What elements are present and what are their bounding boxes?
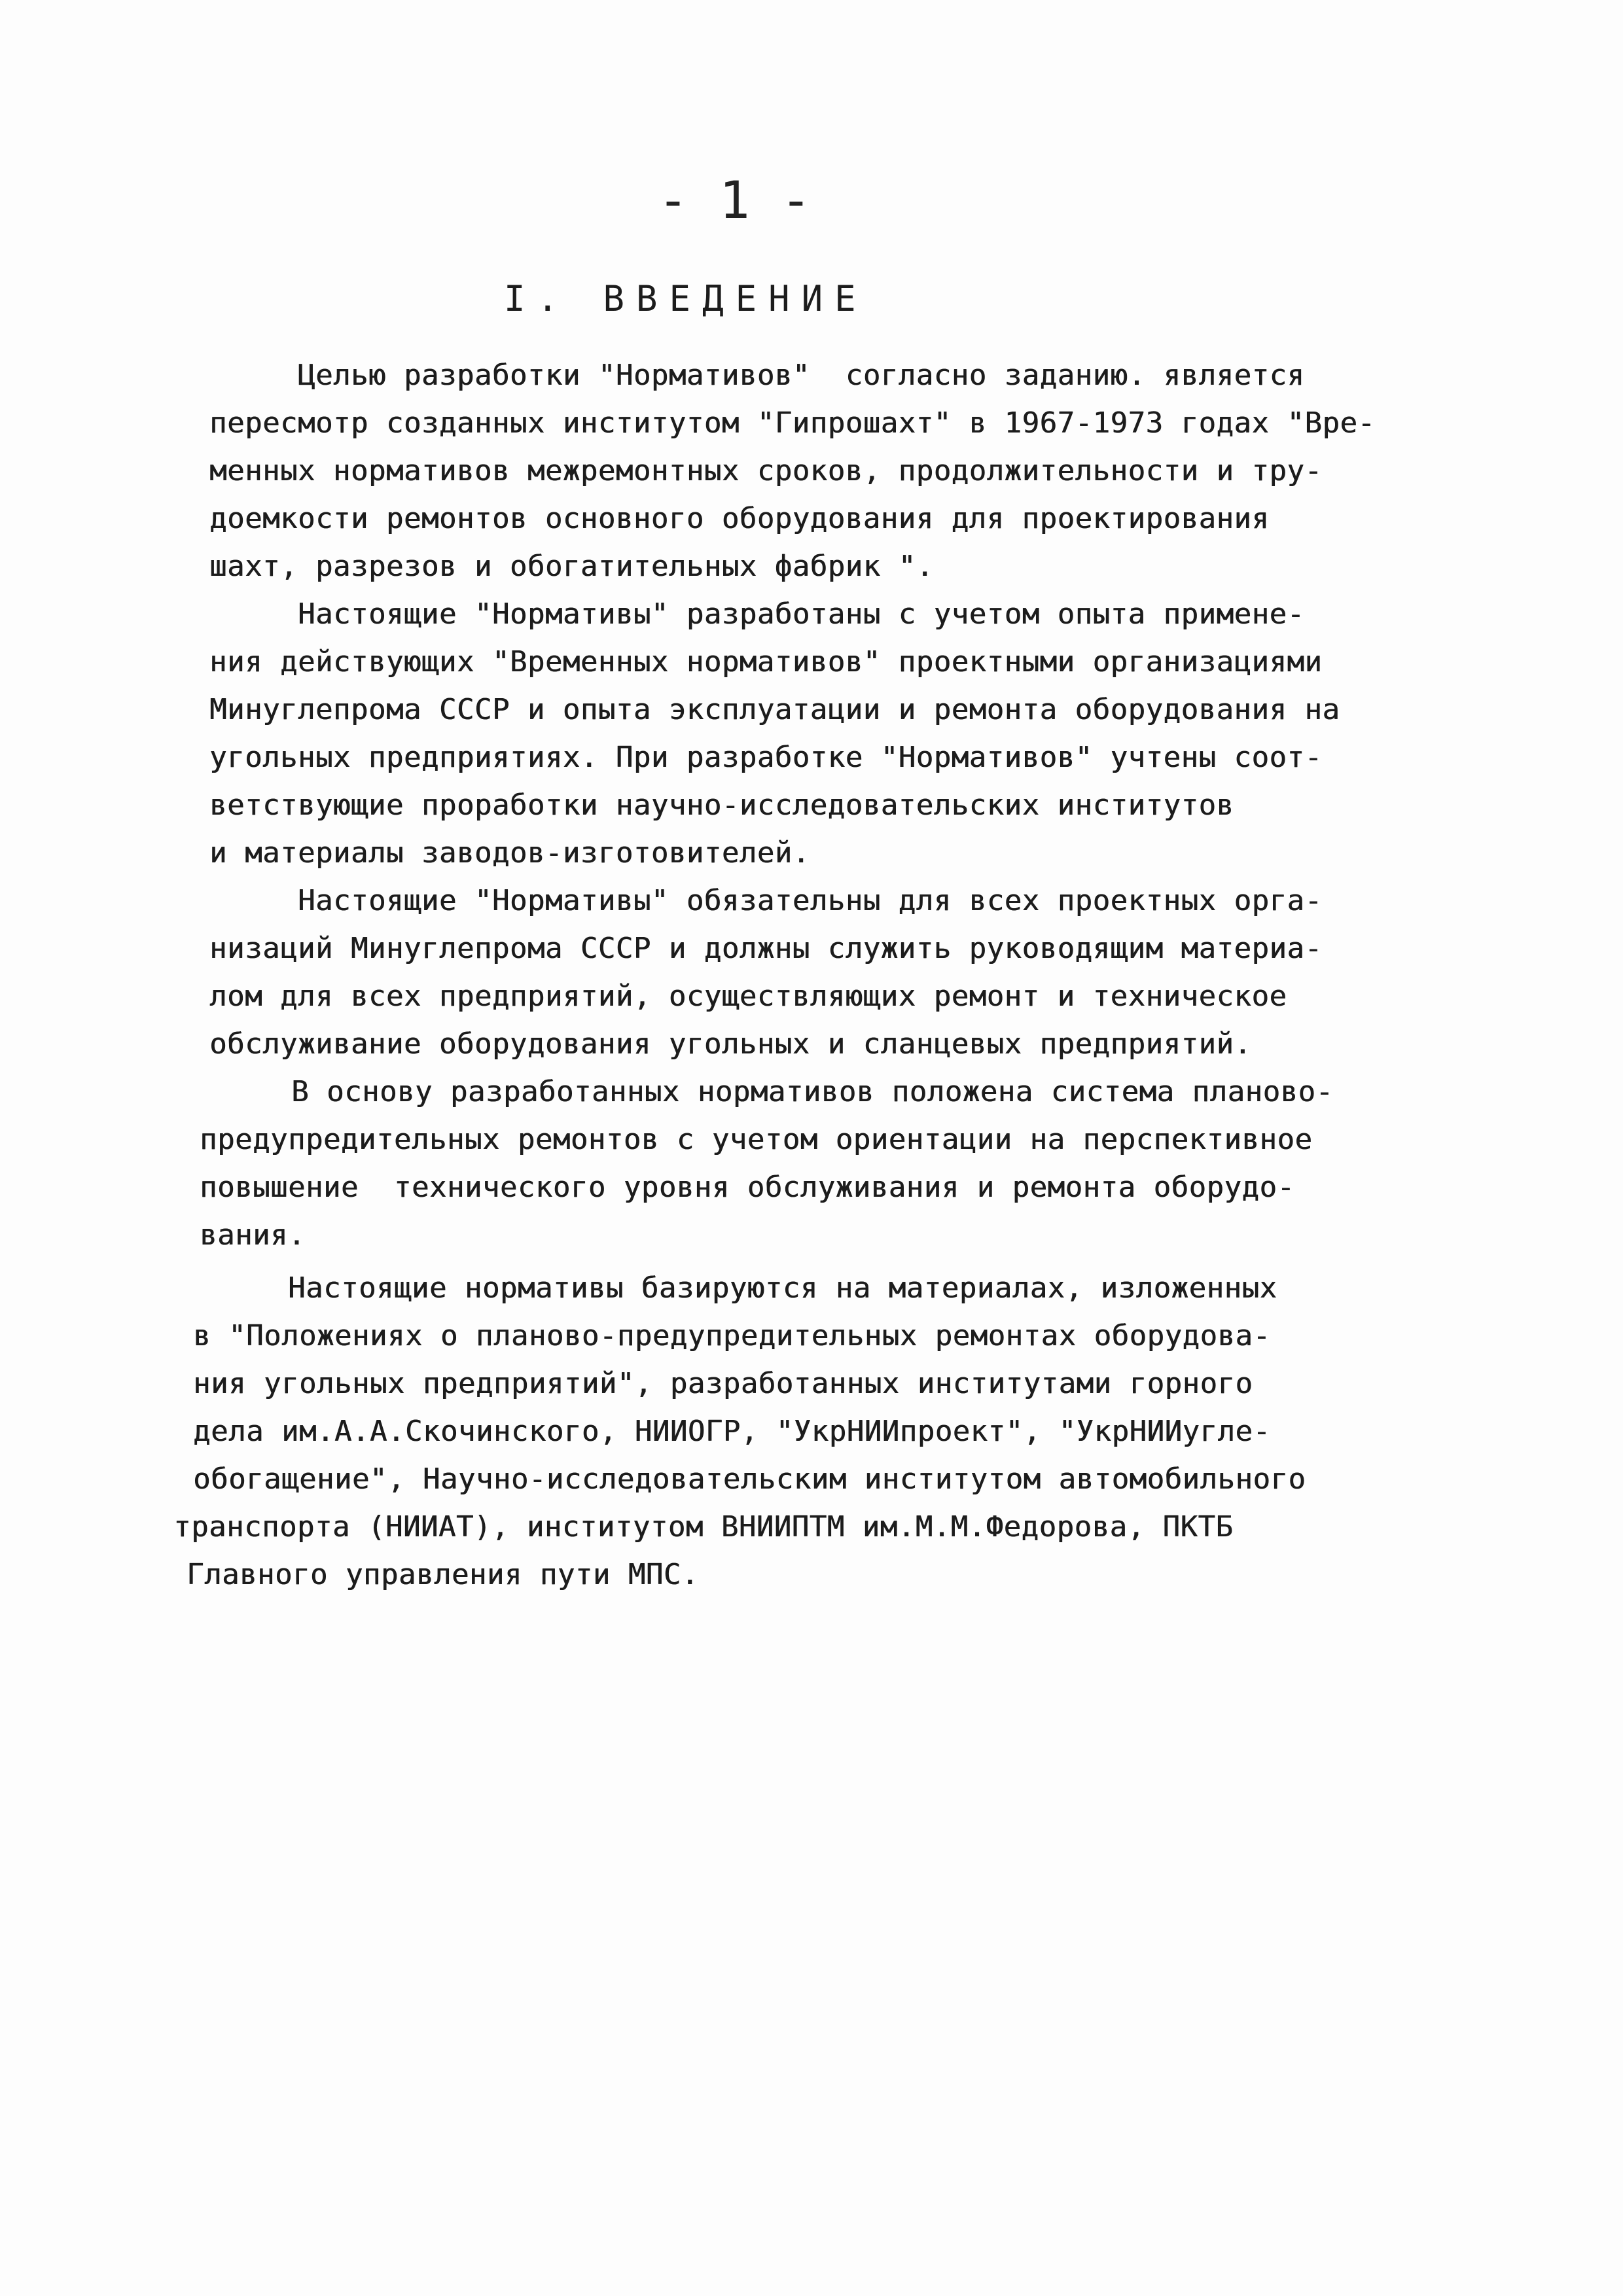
text-line: ния угольных предприятий", разработанных институтами горного (193, 1367, 1253, 1400)
text-line: шахт, разрезов и обогатительных фабрик ". (209, 550, 934, 583)
text-line: повышение технического уровня обслуживания и ремонта оборудо- (200, 1171, 1295, 1204)
text-line: обслуживание оборудования угольных и сланцевых предприятий. (209, 1027, 1252, 1061)
page-number: - 1 - (658, 171, 812, 230)
text-line: лом для всех предприятий, осуществляющих ремонт и техническое (209, 980, 1287, 1013)
text-line: в "Положениях о планово-предупредительных ремонтах оборудова- (193, 1319, 1271, 1352)
text-line: угольных предприятиях. При разработке "Нормативов" учтены соот- (209, 741, 1323, 774)
text-line: Настоящие нормативы базируются на материалах, изложенных (288, 1271, 1277, 1305)
text-line: и материалы заводов-изготовителей. (209, 836, 810, 870)
text-line: ветствующие проработки научно-исследовательских институтов (209, 788, 1234, 822)
text-line: доемкости ремонтов основного оборудования для проектирования (209, 502, 1270, 535)
text-line: Настоящие "Нормативы" обязательны для всех проектных орга- (298, 884, 1323, 917)
text-line: менных нормативов межремонтных сроков, продолжительности и тру- (209, 454, 1323, 487)
text-line: транспорта (НИИАТ), институтом ВНИИПТМ им.М.М.Федорова, ПКТБ (173, 1510, 1234, 1544)
text-line: Настоящие "Нормативы" разработаны с учетом опыта примене- (298, 597, 1305, 631)
text-line: низаций Минуглепрома СССР и должны служить руководящим материа- (209, 932, 1323, 965)
text-line: дела им.А.А.Скочинского, НИИОГР, "УкрНИИпроект", "УкрНИИугле- (193, 1415, 1271, 1448)
text-line: Минуглепрома СССР и опыта эксплуатации и ремонта оборудования на (209, 693, 1340, 726)
section-heading: I. ВВЕДЕНИЕ (504, 278, 868, 319)
text-line: вания. (200, 1218, 306, 1252)
text-line: предупредительных ремонтов с учетом ориентации на перспективное (200, 1123, 1313, 1156)
text-line: Главного управления пути МПС. (187, 1558, 699, 1591)
text-line: Целью разработки "Нормативов" согласно заданию. является (298, 359, 1305, 392)
text-line: ния действующих "Временных нормативов" проектными организациями (209, 645, 1323, 679)
text-line: В основу разработанных нормативов положена система планово- (291, 1075, 1334, 1108)
text-line: обогащение", Научно-исследовательским институтом автомобильного (193, 1462, 1306, 1496)
text-line: пересмотр созданных институтом "Гипрошахт" в 1967-1973 годах "Вре- (209, 406, 1376, 440)
